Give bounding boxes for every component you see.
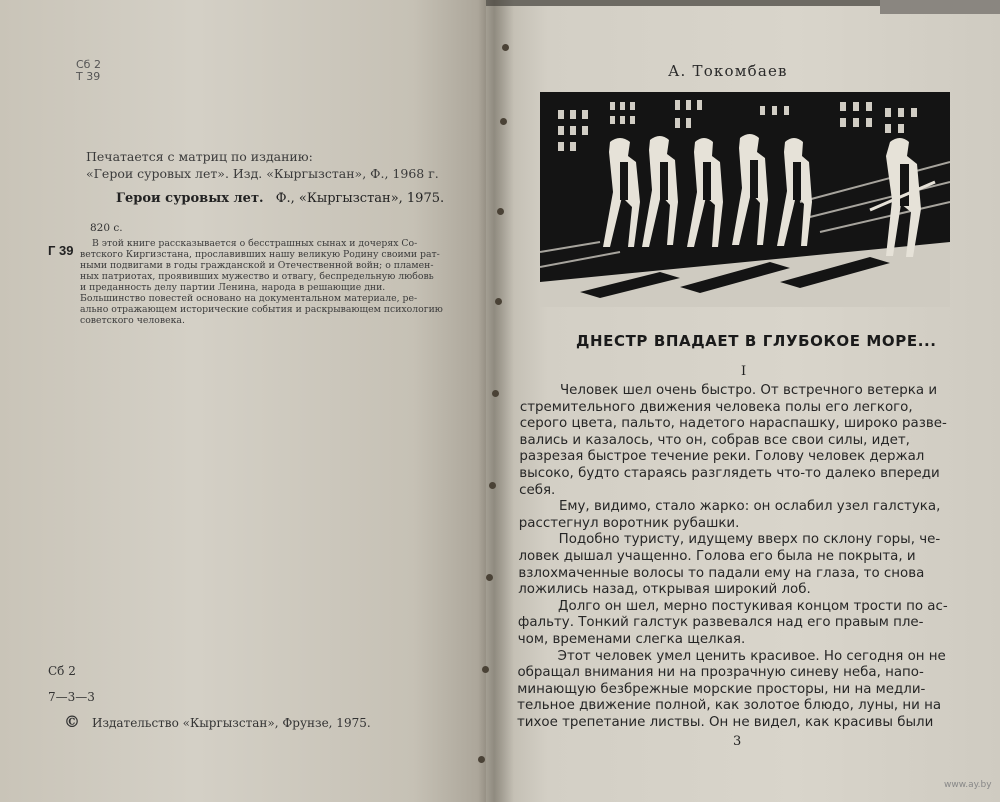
- binding-stitch-icon: [492, 390, 499, 397]
- body-line: ловек дышал учащенно. Голова его была не покрыта, и: [518, 549, 916, 564]
- annotation-line: ных патриотах, проявивших мужество и отвагу, беспредельную любовь: [80, 271, 434, 282]
- annotation-line: Большинство повестей основано на документальном материале, ре-: [80, 293, 418, 304]
- annotation-line: ными подвигами в годы гражданской и Отечественной войн; о пламен-: [80, 260, 434, 271]
- annotation-line: В этой книге рассказывается о бесстрашных сынах и дочерях Со-: [92, 238, 418, 249]
- binding-stitch-icon: [495, 298, 502, 305]
- body-line: Долго он шел, мерно постукивая концом трости по ас-: [558, 598, 948, 614]
- imprint-line-2: «Герои суровых лет». Изд. «Кыргызстан», Ф., 1968 г.: [86, 166, 439, 181]
- bottom-code-2: 7—3—3: [48, 690, 95, 704]
- annotation-line: и преданность делу партии Ленина, народа в решающие дни.: [80, 282, 386, 293]
- body-line: Этот человек умел ценить красивое. Но сегодня он не: [557, 648, 946, 664]
- left-page: [0, 0, 486, 802]
- body-line: чом, временами слегка щелкая.: [517, 632, 746, 647]
- body-line: стремительного движения человека полы его легкого,: [519, 399, 913, 415]
- body-line: расстегнул воротник рубашки.: [518, 515, 740, 531]
- imprint-line-1: Печатается с матриц по изданию:: [86, 149, 313, 164]
- book-title: Герои суровых лет.: [116, 191, 264, 206]
- story-title: ДНЕСТР ВПАДАЕТ В ГЛУБОКОЕ МОРЕ...: [576, 332, 937, 350]
- watermark: www.ay.by: [944, 780, 992, 790]
- body-line: вались и казалось, что он, собрав все свои силы, идет,: [519, 432, 910, 448]
- woodcut-illustration: [540, 92, 950, 307]
- page-number: 3: [733, 734, 742, 749]
- copyright-text: Издательство «Кыргызстан», Фрунзе, 1975.: [92, 716, 371, 730]
- corner-mark-2: Т 39: [76, 70, 101, 83]
- copyright-icon: ©: [64, 712, 80, 731]
- corner-mark-1: Сб 2: [76, 58, 101, 71]
- body-line: Ему, видимо, стало жарко: он ослабил узел галстука,: [558, 499, 941, 515]
- book-title-line: [116, 191, 444, 206]
- background-strip: [880, 0, 1000, 14]
- binding-stitch-icon: [497, 208, 504, 215]
- body-line: серого цвета, пальто, надетого нараспашку, широко разве-: [519, 416, 947, 432]
- body-line: взлохмаченные волосы то падали ему на глаза, то снова: [518, 565, 925, 581]
- annotation-line: ально отражающем исторические события и раскрывающем психологию: [80, 304, 443, 315]
- copyright-line: [64, 712, 371, 731]
- body-line: минающую безбрежные морские просторы, ни на медли-: [517, 681, 926, 697]
- body-line: обращал внимания ни на прозрачную синеву неба, напо-: [517, 665, 924, 681]
- binding-stitch-icon: [489, 482, 496, 489]
- body-line: Человек шел очень быстро. От встречного ветерка и: [560, 383, 938, 398]
- book-publisher: Ф., «Кыргызстан», 1975.: [275, 191, 445, 206]
- binding-stitch-icon: [482, 666, 489, 673]
- bottom-code-1: Сб 2: [48, 664, 76, 678]
- body-line: фальту. Тонкий галстук развевался над его правым пле-: [517, 615, 924, 631]
- body-line: тихое трепетание листвы. Он не видел, как красивы были: [517, 715, 934, 730]
- marching-people-icon: [540, 92, 950, 307]
- annotation-line: советского человека.: [80, 315, 185, 326]
- binding-stitch-icon: [478, 756, 485, 763]
- body-line: себя.: [519, 482, 556, 498]
- page-count: 820 с.: [90, 222, 123, 234]
- body-line: высоко, будто стараясь разглядеть что-то далеко впереди: [519, 466, 940, 481]
- body-line: Подобно туристу, идущему вверх по склону горы, че-: [558, 532, 941, 548]
- body-line: разрезая быстрое течение реки. Голову человек держал: [519, 449, 925, 465]
- binding-stitch-icon: [486, 574, 493, 581]
- binding-stitch-icon: [502, 44, 509, 51]
- chapter-number: I: [741, 364, 747, 379]
- author-name: А. Токомбаев: [668, 62, 788, 80]
- binding-stitch-icon: [500, 118, 507, 125]
- annotation-line: ветского Киргизстана, прославивших нашу великую Родину своими рат-: [80, 249, 440, 260]
- body-line: тельное движение полной, как золотое блюдо, луны, ни на: [517, 698, 942, 714]
- body-line: ложились назад, открывая широкий лоб.: [518, 582, 811, 598]
- classification-code: Г 39: [48, 243, 74, 258]
- book-gutter: [478, 0, 514, 802]
